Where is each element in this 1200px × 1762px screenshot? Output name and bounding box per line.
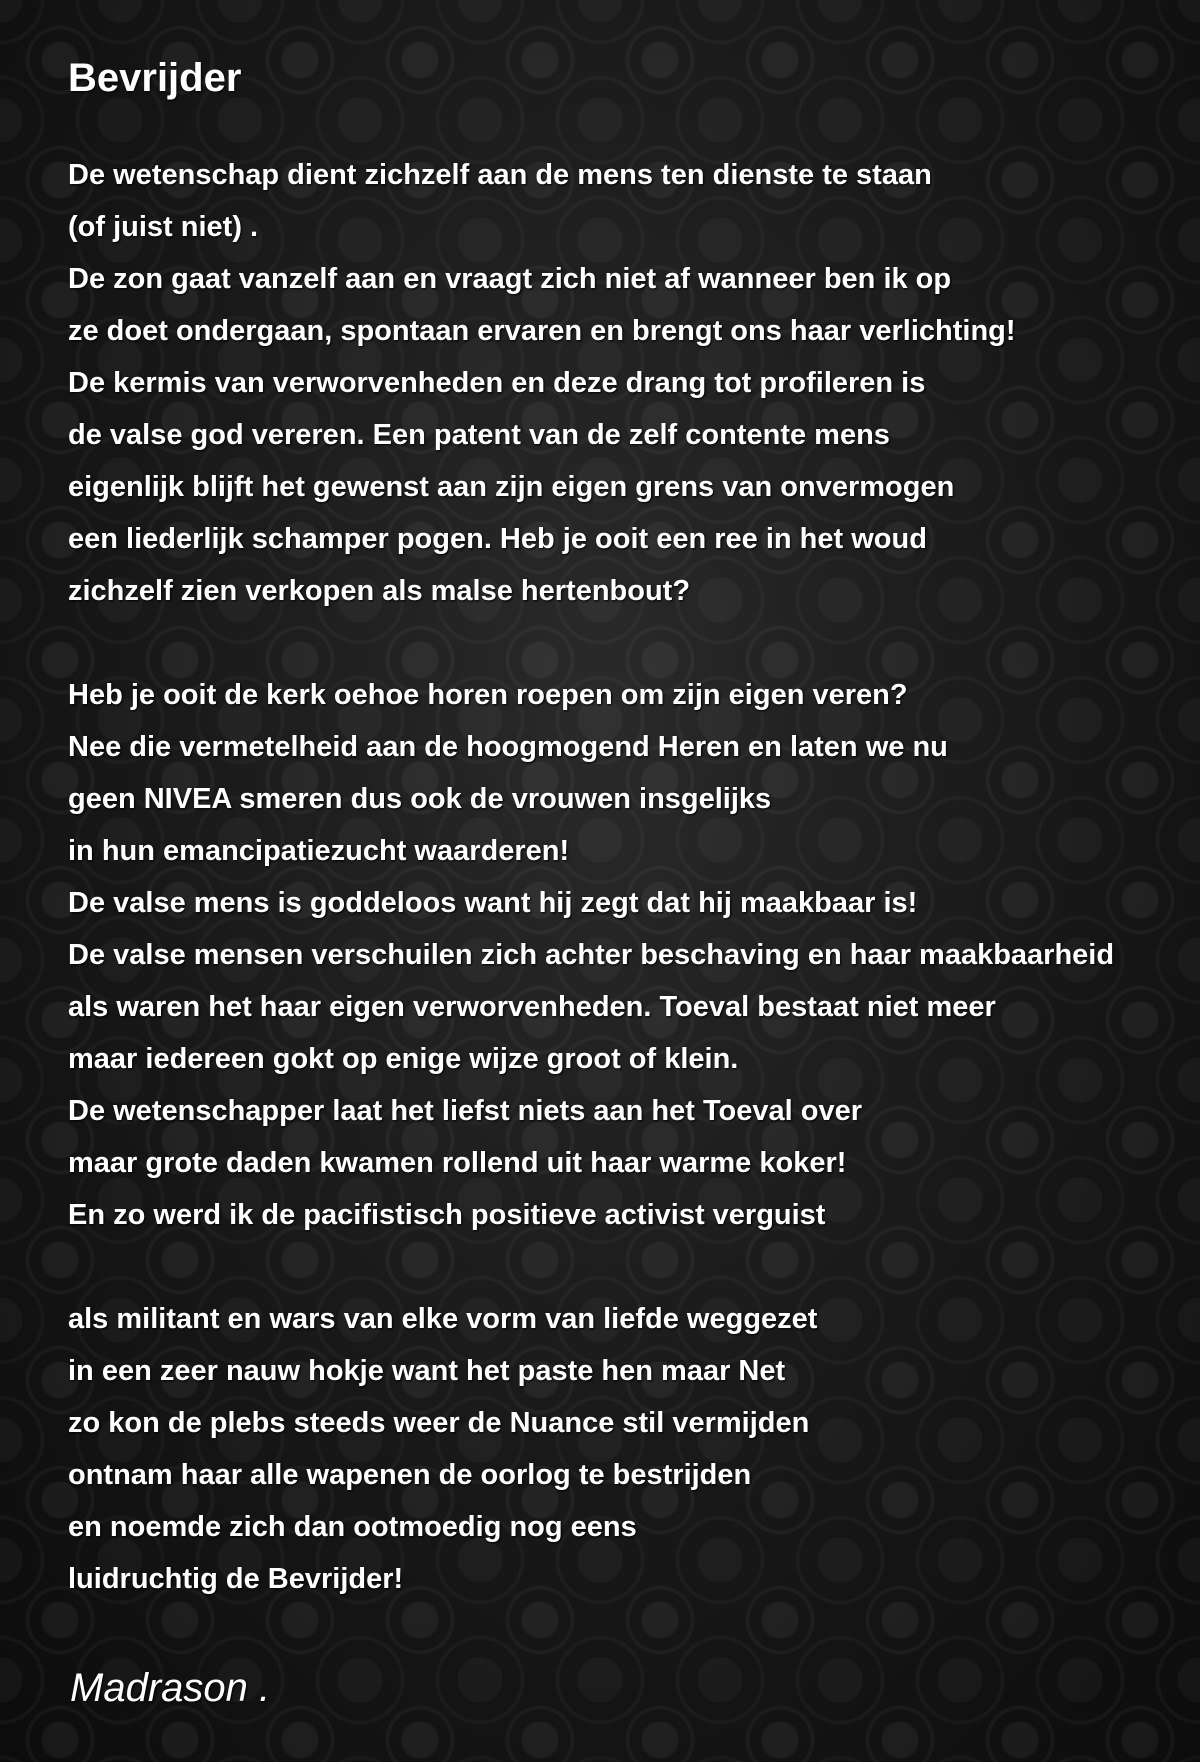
poem-line: De zon gaat vanzelf aan en vraagt zich niet af wanneer ben ik op [68, 263, 952, 295]
poem-line: en noemde zich dan ootmoedig nog eens [68, 1511, 637, 1543]
poem-line: zichzelf zien verkopen als malse hertenbout? [68, 575, 691, 607]
poem-title: Bevrijder [68, 56, 242, 100]
poem-line: in een zeer nauw hokje want het paste hen maar Net [68, 1355, 786, 1387]
poem-line: als waren het haar eigen verworvenheden. Toeval bestaat niet meer [68, 991, 996, 1023]
poem-line: (of juist niet) . [68, 211, 259, 243]
poet-name: Madrason . [70, 1666, 271, 1710]
poem-line: De kermis van verworvenheden en deze drang tot profileren is [68, 367, 926, 399]
poem-line: de valse god vereren. Een patent van de zelf contente mens [68, 419, 890, 451]
poem-line: luidruchtig de Bevrijder! [68, 1563, 404, 1595]
poem-line: ze doet ondergaan, spontaan ervaren en brengt ons haar verlichting! [68, 315, 1016, 347]
poem-line: ontnam haar alle wapenen de oorlog te bestrijden [68, 1459, 752, 1491]
poem-line: De valse mens is goddeloos want hij zegt dat hij maakbaar is! [68, 887, 918, 919]
poem-line: Nee die vermetelheid aan de hoogmogend Heren en laten we nu [68, 731, 948, 763]
stanza [68, 1293, 1200, 1605]
poem-line: als militant en wars van elke vorm van liefde weggezet [68, 1303, 818, 1335]
poem-line: Heb je ooit de kerk oehoe horen roepen om zijn eigen veren? [68, 679, 908, 711]
poem-line: eigenlijk blijft het gewenst aan zijn eigen grens van onvermogen [68, 471, 955, 503]
poem-body [68, 149, 1200, 1605]
poem-line: De wetenschapper laat het liefst niets aan het Toeval over [68, 1095, 863, 1127]
poem-line: En zo werd ik de pacifistisch positieve activist verguist [68, 1199, 826, 1231]
stanza [68, 669, 1200, 1241]
poem-line: De wetenschap dient zichzelf aan de mens ten dienste te staan [68, 159, 932, 191]
poem-line: maar grote daden kwamen rollend uit haar warme koker! [68, 1147, 847, 1179]
poem-line: geen NIVEA smeren dus ook de vrouwen insgelijks [68, 783, 772, 815]
poem-line: maar iedereen gokt op enige wijze groot of klein. [68, 1043, 739, 1075]
poem-line: De valse mensen verschuilen zich achter beschaving en haar maakbaarheid [68, 939, 1115, 971]
poem-line: zo kon de plebs steeds weer de Nuance stil vermijden [68, 1407, 810, 1439]
poem-line: een liederlijk schamper pogen. Heb je ooit een ree in het woud [68, 523, 927, 555]
stanza [68, 149, 1200, 617]
poem-line: in hun emancipatiezucht waarderen! [68, 835, 570, 867]
